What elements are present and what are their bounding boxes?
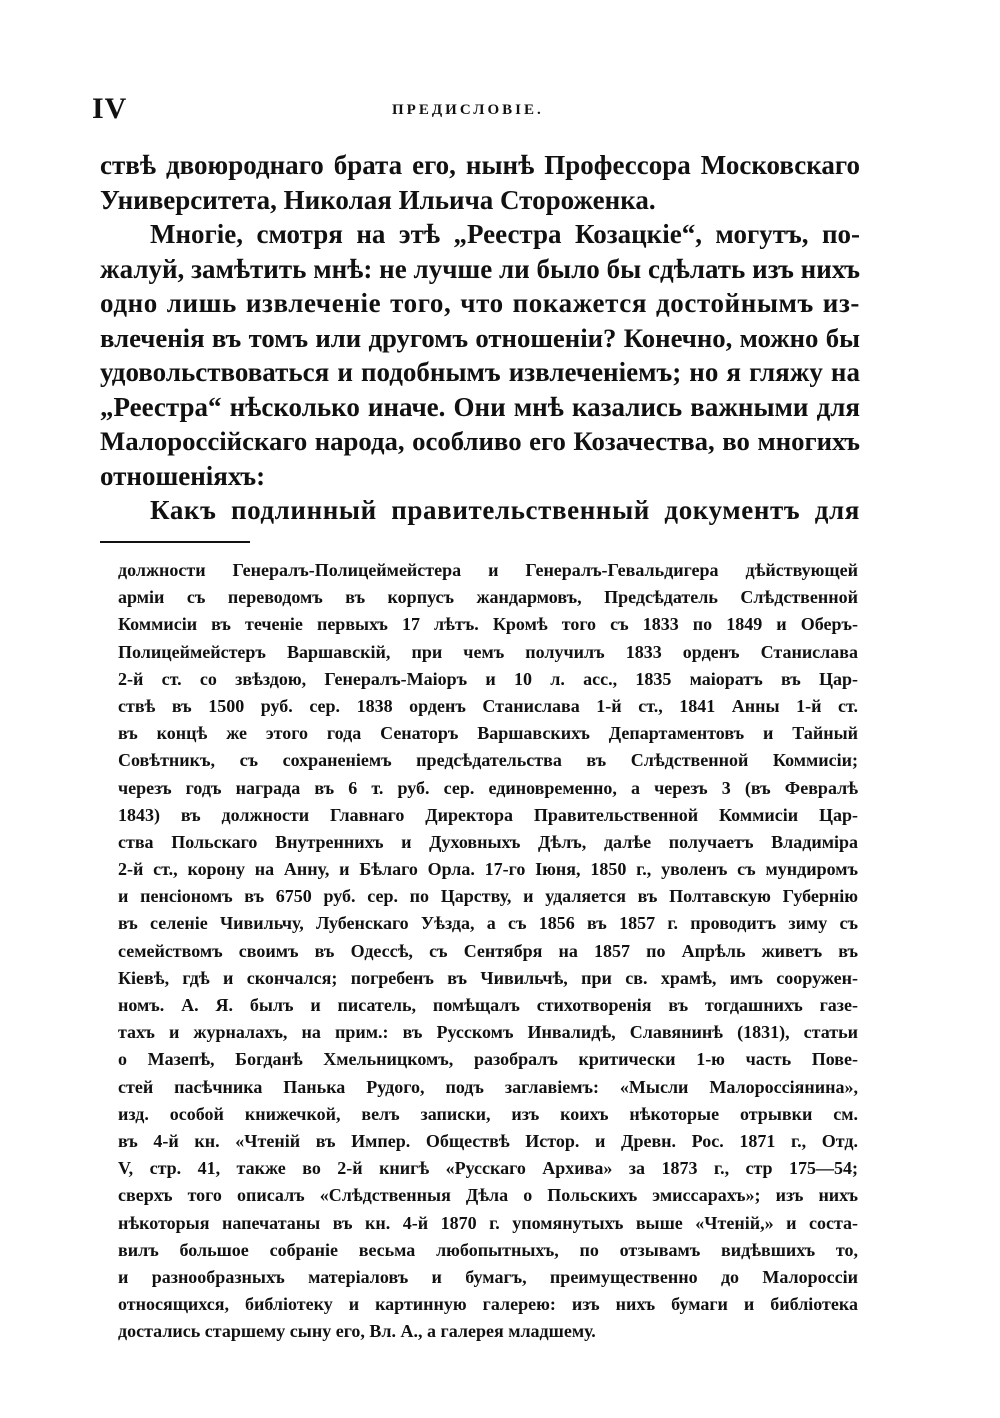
main-text-line: удовольствоваться и подобнымъ извлеченіемъ; но я гляжу на [100, 357, 860, 387]
footnote-line: V, стр. 41, также во 2-й книгѣ «Русскаго Архива» за 1873 г., стр 175—54; [118, 1158, 858, 1179]
footnote-line: должности Генералъ-Полицеймейстера и Генералъ-Гевальдигера дѣйствующей [118, 560, 858, 580]
footnote-line: 2-й ст., корону на Анну, и Бѣлаго Орла. 17-го Іюня, 1850 г., уволенъ съ мундиромъ [118, 859, 858, 880]
footnote-line: арміи съ переводомъ въ корпусъ жандармовъ, Предсѣдатель Слѣдственной [118, 587, 858, 608]
footnote-line: относящихся, библіотеку и картинную галерею: изъ нихъ бумаги и библіотека [118, 1294, 858, 1315]
footnote-line: о Мазепѣ, Богданѣ Хмельницкомъ, разобралъ критически 1-ю часть Пове- [118, 1049, 858, 1070]
main-text [100, 148, 860, 528]
main-text-line: ствѣ двоюроднаго брата его, нынѣ Профессора Московскаго [100, 150, 860, 180]
page-number: IV [92, 92, 128, 125]
running-title: ПРЕДИСЛОВІЕ. [392, 102, 544, 118]
footnote-line: нѣкоторыя напечатаны въ кн. 4-й 1870 г. упомянутыхъ выше «Чтеній,» и соста- [118, 1212, 858, 1233]
footnote-line: въ селеніе Чивильчу, Лубенскаго Уѣзда, а съ 1856 въ 1857 г. проводитъ зиму съ [118, 913, 858, 934]
footnote [118, 557, 858, 1345]
footnote-line: изд. особой книжечкой, велъ записки, изъ коихъ нѣкоторые отрывки см. [118, 1103, 858, 1124]
footnote-line: Совѣтникъ, съ сохраненіемъ предсѣдательства въ Слѣдственной Коммисіи; [118, 750, 858, 771]
footnote-line: черезъ годъ награда въ 6 т. руб. сер. единовременно, а черезъ 3 (въ Февралѣ [118, 777, 858, 798]
footnote-line: 1843) въ должности Главнаго Директора Правительственной Коммисіи Цар- [118, 804, 858, 825]
footnote-line: Коммисіи въ теченіе первыхъ 17 лѣтъ. Кромѣ того съ 1833 по 1849 и Оберъ- [118, 614, 858, 635]
footnote-line: семействомъ своимъ въ Одессѣ, съ Сентября на 1857 по Апрѣль живетъ въ [118, 940, 858, 961]
footnote-line: въ 4-й кн. «Чтеній въ Импер. Обществѣ Истор. и Древн. Рос. 1871 г., Отд. [118, 1130, 858, 1151]
footnote-line: и разнообразныхъ матеріаловъ и бумагъ, преимущественно до Малороссіи [118, 1266, 858, 1287]
footnote-line: ства Польскаго Внутреннихъ и Духовныхъ Дѣлъ, далѣе получаетъ Владиміра [118, 831, 858, 852]
footnote-line: номъ. А. Я. былъ и писатель, помѣщалъ стихотворенія въ тогдашнихъ газе- [118, 995, 858, 1015]
footnote-line: и пенсіономъ въ 6750 руб. сер. по Царству, и удаляется въ Полтавскую Губернію [118, 886, 858, 907]
main-text-line: Малороссійскаго народа, особливо его Козачества, во многихъ [100, 426, 860, 456]
main-text-line: Многіе, смотря на этѣ „Реестра Козацкіе“, могутъ, по- [150, 219, 860, 249]
main-text-line: „Реестра“ нѣсколько иначе. Они мнѣ казались важными для [100, 391, 860, 422]
main-text-line: Университета, Николая Ильича Стороженка. [100, 184, 656, 215]
main-text-line: влеченія въ томъ или другомъ отношеніи? Конечно, можно бы [100, 322, 860, 353]
footnote-line: Кіевѣ, гдѣ и скончался; погребенъ въ Чивильчѣ, при св. храмѣ, имъ сооружен- [118, 967, 858, 988]
footnote-line: 2-й ст. со звѣздою, Генералъ-Маіоръ и 10 л. асс., 1835 маіоратъ въ Цар- [118, 668, 858, 689]
footnote-line: достались старшему сыну его, Вл. А., а галерея младшему. [118, 1321, 596, 1342]
footnote-line: сверхъ того описалъ «Слѣдственныя Дѣла о Польскихъ эмиссарахъ»; изъ нихъ [118, 1185, 858, 1206]
footnote-line: ствѣ въ 1500 руб. сер. 1838 орденъ Станислава 1-й ст., 1841 Анны 1-й ст. [118, 695, 858, 716]
footnote-line: стей пасѣчника Панька Рудого, подъ заглавіемъ: «Мысли Малороссіянина», [118, 1076, 858, 1097]
main-text-line: жалуй, замѣтить мнѣ: не лучше ли было бы сдѣлать изъ нихъ [100, 253, 860, 284]
footnote-divider [100, 541, 250, 543]
main-text-line: одно лишь извлеченіе того, что покажется достойнымъ из- [100, 288, 860, 318]
footnote-line: въ концѣ же этого года Сенаторъ Варшавскихъ Департаментовъ и Тайный [118, 723, 858, 744]
main-text-line: отношеніяхъ: [100, 460, 266, 491]
page-header [92, 92, 852, 132]
footnote-line: тахъ и журналахъ, на прим.: въ Русскомъ Инвалидѣ, Славянинѣ (1831), статьи [118, 1022, 858, 1043]
footnote-line: Полицеймейстеръ Варшавскій, при чемъ получилъ 1833 орденъ Станислава [118, 641, 858, 662]
main-text-line: Какъ подлинный правительственный документъ для [150, 495, 860, 525]
footnote-line: вилъ большое собраніе весьма любопытныхъ, по отзывамъ видѣвшихъ то, [118, 1239, 858, 1260]
